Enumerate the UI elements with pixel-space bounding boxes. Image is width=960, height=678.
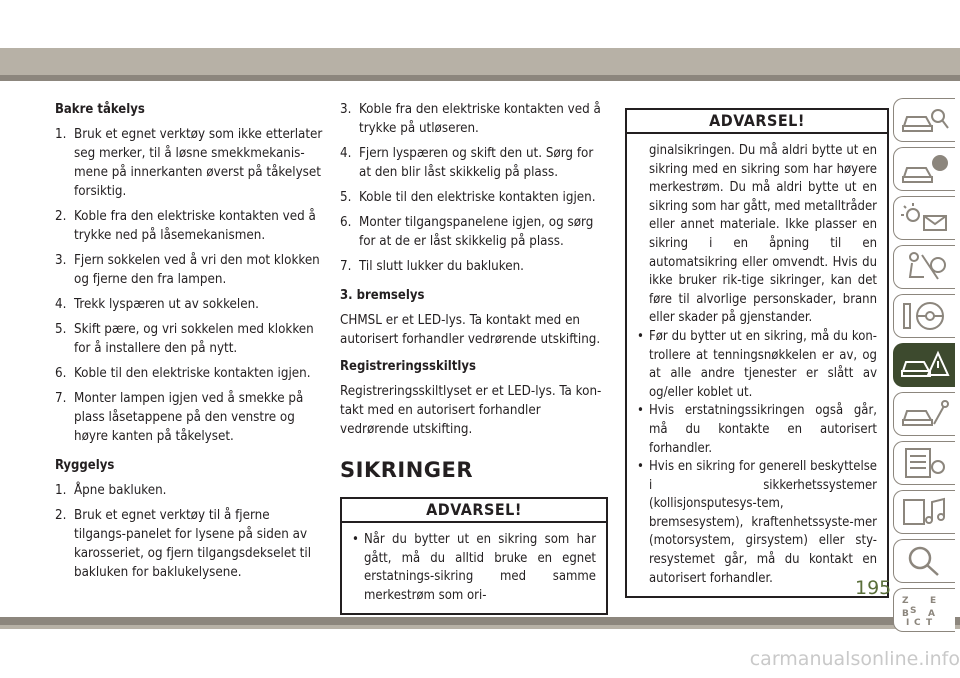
tab-car-service[interactable]	[893, 392, 955, 436]
bottom-decorative-band	[0, 617, 960, 625]
list-item: 4. Fjern lyspæren og skift den ut. Sørg for at den blir låst skikkelig på plass.	[340, 146, 594, 180]
warning-box-continued	[625, 108, 892, 599]
tab-car-info[interactable]	[893, 147, 955, 191]
list-item: 6. Koble til den elektriske kontakten igjen.	[55, 366, 311, 381]
section-heading-rear-fog: Bakre tåkelys	[55, 102, 145, 117]
seat-airbag-icon	[900, 251, 950, 283]
page-title: SIKRINGER	[340, 458, 474, 482]
tab-light-message[interactable]	[893, 196, 955, 240]
warning-bullet: • Hvis erstatningssikringen også går, må du kontakte en autorisert forhandler.	[637, 403, 877, 456]
list-item: 1. Åpne bakluken.	[55, 483, 167, 498]
index-letter: T	[926, 618, 933, 626]
car-service-icon	[900, 398, 950, 430]
tab-music-note[interactable]	[893, 490, 955, 534]
list-item: 1. Bruk et egnet verktøy som ikke etterlater seg merker, til å løsne smekkmekanis-mene på innerkanten øverst på tåkelyset forsiktig.	[55, 127, 323, 199]
warning-continuation: ginalsikringen. Du må aldri bytte ut en sikring med en sikring som har høyere merkestrøm. Du må aldri bytte ut en sikring som har gått, med metalltråder eller annet materiale. Ikke plasser en sikring i en åpning til en automatsikring eller omvendt. Hvis du ikke bruker rik-tige sikringer, kan det føre til alvorlige personskader, brann eller skader på gjenstander.	[649, 143, 877, 326]
index-letter: I	[906, 618, 910, 626]
top-band-line	[0, 75, 960, 81]
list-item: 7. Monter lampen igjen ved å smekke på plass låsetappene på den venstre og høyre kanten på tåkelyset.	[55, 391, 304, 444]
column-middle	[340, 100, 608, 615]
tab-car-hazard[interactable]	[893, 343, 955, 387]
list-item: 5. Koble til den elektriske kontakten igjen.	[340, 190, 596, 205]
index-letter: A	[928, 609, 935, 619]
reverse-lights-steps-continued	[340, 100, 608, 276]
checklist-icon	[900, 447, 950, 479]
car-info-icon	[900, 153, 950, 185]
plate-light-text: Registreringsskiltlyset er et LED-lys. Ta kon-takt med en autorisert forhandler vedrørende utskifting.	[340, 384, 602, 437]
section-heading-reverse-lights: Ryggelys	[55, 458, 115, 473]
warning-bullet: • Hvis en sikring for generell beskyttelse i sikkerhetssystemer (kollisjonsputesys-tem, bremsesystem), kraftenhetssyste-mer (motorsystem, girsystem) eller sty-resystemet går, må du kontakt en autorisert forhandler.	[637, 459, 877, 586]
warning-title: ADVARSEL!	[627, 110, 887, 134]
column-left	[55, 100, 323, 592]
warning-bullet: • Når du bytter ut en sikring som har gått, må du alltid bruke en egnet erstatnings-sikring med samme merkestrøm som ori-	[352, 532, 596, 603]
list-item: 2. Koble fra den elektriske kontakten ved å trykke ned på låsemekanismen.	[55, 209, 316, 243]
index-letter: B	[902, 609, 909, 619]
warning-bullet: • Før du bytter ut en sikring, må du kon-trollere at tenningsnøkkelen er av, og at alle andre tjenester er slått av og/eller koblet ut.	[637, 328, 877, 400]
list-item: 5. Skift pære, og vri sokkelen med klokken for å installere den på nytt.	[55, 322, 314, 356]
tab-car-search[interactable]	[893, 98, 955, 142]
column-right	[625, 108, 892, 599]
index-letter: Z	[902, 596, 909, 606]
brake-light-text: CHMSL er et LED-lys. Ta kontakt med en autorisert forhandler vedrørende utskifting.	[340, 313, 601, 347]
list-item: 2. Bruk et egnet verktøy til å fjerne tilgangs-panelet for lysene på siden av karosseriet, og fjern tilgangsdekselet til bakluken for baklukelysene.	[55, 508, 312, 580]
index-letter: E	[930, 596, 937, 606]
steering-wheel-icon	[900, 300, 950, 332]
warning-body	[627, 134, 887, 596]
list-item: 3. Koble fra den elektriske kontakten ved å trykke på utløseren.	[340, 102, 601, 136]
list-item: 3. Fjern sokkelen ved å vri den mot klokken og fjerne den fra lampen.	[55, 253, 320, 287]
tab-seat-airbag[interactable]	[893, 245, 955, 289]
car-search-icon	[900, 104, 950, 136]
warning-box	[340, 497, 608, 615]
section-heading-plate-light: Registreringsskiltlys	[340, 359, 476, 374]
tab-magnifier[interactable]	[893, 539, 955, 583]
page-number: 195	[855, 577, 892, 599]
warning-title: ADVARSEL!	[342, 499, 606, 523]
tab-checklist[interactable]	[893, 441, 955, 485]
index-letter: C	[914, 618, 921, 626]
top-decorative-band	[0, 48, 960, 75]
chapter-tabs	[893, 98, 960, 637]
car-hazard-icon	[900, 349, 950, 381]
list-item: 6. Monter tilgangspanelene igjen, og sørg for at de er låst skikkelig på plass.	[340, 215, 594, 249]
tab-alphabet-index[interactable]	[893, 588, 955, 632]
watermark: carmanualsonline.info	[749, 648, 960, 670]
light-message-icon	[900, 202, 950, 234]
list-item: 7. Til slutt lukker du bakluken.	[340, 259, 524, 274]
bottom-decorative-band-light	[0, 625, 960, 629]
tab-steering-wheel[interactable]	[893, 294, 955, 338]
reverse-lights-steps	[55, 481, 323, 582]
music-note-icon	[900, 496, 950, 528]
alphabet-index-icon	[900, 594, 950, 626]
warning-body	[342, 523, 606, 613]
rear-fog-steps	[55, 125, 323, 446]
magnifier-icon	[900, 545, 950, 577]
section-heading-brake-light: 3. bremselys	[340, 288, 425, 303]
list-item: 4. Trekk lyspæren ut av sokkelen.	[55, 297, 259, 312]
index-letter: S	[910, 606, 917, 616]
